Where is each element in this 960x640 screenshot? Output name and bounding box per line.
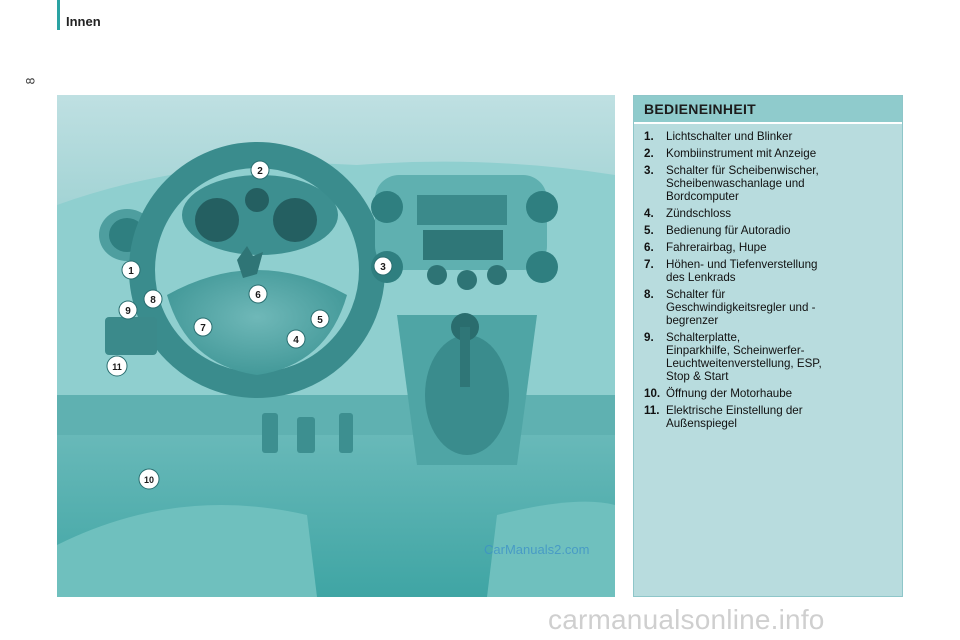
list-item <box>644 258 896 284</box>
svg-text:7: 7 <box>200 323 206 334</box>
item-number: 6. <box>644 241 654 254</box>
panel-title: BEDIENEINHEIT <box>644 101 757 117</box>
item-text: Bedienung für Autoradio <box>666 224 791 237</box>
item-number: 10. <box>644 387 661 400</box>
item-number: 2. <box>644 147 654 160</box>
item-text: Öffnung der Motorhaube <box>666 387 793 400</box>
item-text: Schalter für Scheibenwischer, Scheibenwaschanlage und Bordcomputer <box>666 164 819 203</box>
callout-1 <box>122 261 140 279</box>
list-item <box>644 241 896 254</box>
footer-watermark: carmanualsonline.info <box>548 604 825 635</box>
item-text: Kombiinstrument mit Anzeige <box>666 147 817 160</box>
controls-legend-panel <box>633 95 903 597</box>
item-number: 1. <box>644 130 654 143</box>
svg-text:2: 2 <box>257 166 263 177</box>
callout-11 <box>107 356 127 376</box>
item-number: 11. <box>644 404 660 417</box>
svg-text:10: 10 <box>143 475 155 485</box>
svg-text:1: 1 <box>128 266 134 277</box>
item-text: Schalter für Geschwindigkeitsregler und - begrenzer <box>666 288 816 327</box>
list-item <box>644 207 896 220</box>
item-number: 5. <box>644 224 654 237</box>
item-number: 4. <box>644 207 654 220</box>
list-item <box>644 164 896 203</box>
callout-7 <box>194 318 212 336</box>
item-number: 9. <box>644 331 654 344</box>
callout-6 <box>249 285 267 303</box>
list-item <box>644 147 896 160</box>
svg-text:5: 5 <box>317 315 323 326</box>
item-text: Schalterplatte, Einparkhilfe, Scheinwerfer- Leuchtweitenverstellung, ESP, Stop & Start <box>666 331 822 383</box>
item-text: Fahrerairbag, Hupe <box>666 241 767 254</box>
svg-text:8: 8 <box>150 295 156 306</box>
section-accent-bar <box>57 0 60 30</box>
svg-text:11: 11 <box>112 362 122 372</box>
list-item <box>644 404 896 430</box>
callout-9 <box>119 301 137 319</box>
page-number: 8 <box>23 77 38 85</box>
item-text: Höhen- und Tiefenverstellung des Lenkrads <box>666 258 818 284</box>
list-item <box>644 331 896 383</box>
callout-3 <box>374 257 392 275</box>
item-number: 7. <box>644 258 654 271</box>
callout-8 <box>144 290 162 308</box>
dashboard-illustration <box>57 95 615 597</box>
item-number: 3. <box>644 164 654 177</box>
callout-10 <box>139 469 159 489</box>
item-number: 8. <box>644 288 654 301</box>
svg-text:9: 9 <box>125 306 131 317</box>
callout-2 <box>251 161 269 179</box>
illustration-watermark: CarManuals2.com <box>484 542 590 557</box>
section-title: Innen <box>66 14 101 29</box>
item-text: Lichtschalter und Blinker <box>666 130 793 143</box>
callout-4 <box>287 330 305 348</box>
svg-text:6: 6 <box>255 290 261 301</box>
svg-text:3: 3 <box>380 262 386 273</box>
item-text: Elektrische Einstellung der Außenspiegel <box>666 404 803 430</box>
callout-5 <box>311 310 329 328</box>
legend-list <box>644 130 896 434</box>
list-item <box>644 130 896 143</box>
svg-text:4: 4 <box>293 335 299 346</box>
list-item <box>644 387 896 400</box>
list-item <box>644 224 896 237</box>
item-text: Zündschloss <box>666 207 732 220</box>
list-item <box>644 288 896 327</box>
